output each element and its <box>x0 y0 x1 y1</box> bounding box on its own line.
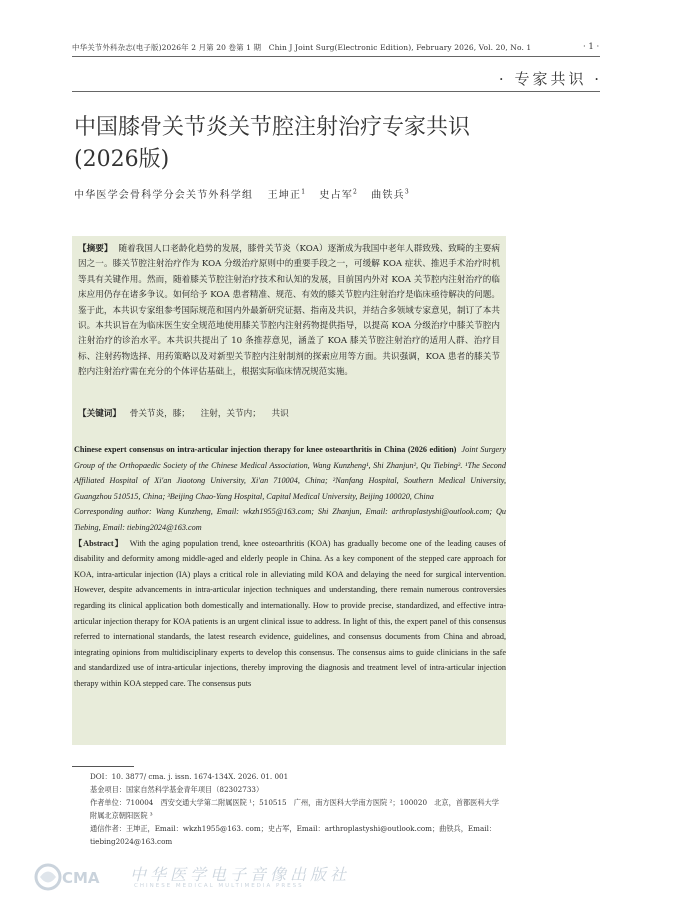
keyword: 共识 <box>271 409 289 419</box>
author-line <box>74 186 409 201</box>
header-rule <box>72 56 600 57</box>
article-title: 中国膝骨关节炎关节腔注射治疗专家共识(2026版) <box>74 115 471 172</box>
english-abstract-text: With the aging population trend, knee osteoarthritis (KOA) has gradually become one of the leading causes of disability and deformity among middle-aged and elderly people in China. As a key component of the stepped care approach for KOA, intra-articular injection (IA) plays a critical role in alleviating mild KOA and delaying the need for surgical intervention. However, despite advancements in intra-articular injection techniques and understanding, there remain numerous controversies regarding its clinical application both domestically and internationally. How to provide precise, standardized, and effective intra-articular injection therapy for KOA patients is an urgent clinical issue to address. In light of this, the expert panel of this consensus referred to international standards, the latest research evidence, guidelines, and consensus documents from China and abroad, integrating opinions from multidisciplinary experts to develop this consensus. The consensus aims to guide clinicians in the safe and standardized use of intra-articular injections, thereby improving the diagnosis and treatment level of intra-articular injection therapy within KOA stepped care. The consensus puts <box>74 538 507 688</box>
keywords-label: 【关键词】 <box>78 409 121 419</box>
abstract-text: 随着我国人口老龄化趋势的发展，膝骨关节炎（KOA）逐渐成为我国中老年人群致残、致畸的主要病因之一。膝关节腔注射治疗作为 KOA 分级治疗原则中的重要手段之一，可缓解 KOA 症状、推迟手术治疗时机等具有关键作用。然而，随着膝关节腔注射治疗技术和认知的发展，目前国内外对 KOA 关节腔内注射治疗的临床应用仍存在诸多争议。如何给予 KOA 患者精准、规范、有效的膝关节腔内注射治疗是临床亟待解决的问题。鉴于此，本共识专家组参考国际规范和国内外最新研究证据、指南及共识，并结合多领域专家意见，制订了本共识。本共识旨在为临床医生安全规范地使用膝关节腔内注射药物提供指导，以提高 KOA 分级治疗中膝关节腔内注射治疗的诊治水平。本共识共提出了 10 条推荐意见，涵盖了 KOA 膝关节腔注射治疗的适用人群、治疗目标、注射药物选择、用药策略以及对新型关节腔内注射制剂的探索应用等方面。共识强调，KOA 患者的膝关节腔内注射治疗需在充分的个体评估基础上，根据实际临床情况规范实施。 <box>78 244 500 378</box>
author-sup: 2 <box>353 188 357 196</box>
keyword: 注射，关节内； <box>200 409 261 419</box>
page-number: · 1 · <box>583 42 600 52</box>
cma-logo-text: CMA <box>62 869 100 887</box>
author-group: 中华医学会骨科学分会关节外科学组 <box>74 190 254 201</box>
section-rule <box>72 91 600 92</box>
watermark-english: CHINESE MEDICAL MULTIMEDIA PRESS <box>134 883 304 889</box>
running-head: 中华关节外科杂志(电子版)2026年 2 月第 20 卷第 1 期 Chin J Joint Surg(Electronic Edition), February 2026, Vol. 20, No. 1 <box>72 43 532 52</box>
english-title: Chinese expert consensus on intra-articular injection therapy for knee osteoarthritis in China (2026 edition) <box>74 445 457 454</box>
chinese-keywords <box>78 407 500 422</box>
watermark-chinese: 中华医学电子音像出版社 <box>130 865 351 884</box>
publisher-watermark <box>34 860 351 896</box>
abstract-label: 【摘要】 <box>78 244 113 254</box>
section-label: · 专家共识 · <box>498 70 602 88</box>
footnote-doi: DOI：10. 3877/ cma. j. issn. 1674-134X. 2026. 01. 001 <box>90 772 289 781</box>
footnote-corresponding: 通信作者：王坤正，Email：wkzh1955@163. com；史占军，Email：arthroplastyshi@outlook.com；曲铁兵，Email：tiebing2024@163.com <box>90 824 497 846</box>
keyword: 骨关节炎，膝； <box>129 409 190 419</box>
author-name: 曲铁兵 <box>371 190 405 201</box>
author-name: 史占军 <box>319 190 354 201</box>
english-abstract-block <box>74 442 506 692</box>
author-sup: 1 <box>301 188 306 196</box>
footnote-units: 作者单位：710004 西安交通大学第二附属医院 ¹；510515 广州，南方医科大学南方医院 ²；100020 北京，首都医科大学附属北京朝阳医院 ³ <box>90 798 499 820</box>
english-affiliation: Joint Surgery Group of the Orthopaedic Society of the Chinese Medical Association, Wang Kunzheng¹, Shi Zhanjun², Qu Tiebing³. ¹The Second Affiliated Hospital of Xi'an Jiaotong University, Xi'an 710004, China; ²Nanfang Hospital, Southern Medical University, Guangzhou 510515, China; ³Beijing Chao-Yang Hospital, Capital Medical University, Beijing 100020, China <box>74 445 507 501</box>
author-sup: 3 <box>404 188 409 196</box>
english-abstract-label: 【Abstract】 <box>74 538 124 548</box>
footnote-fund: 基金项目：国家自然科学基金青年项目（82302733） <box>90 785 264 794</box>
english-corresponding: Corresponding author: Wang Kunzheng, Email: wkzh1955@163.com; Shi Zhanjun, Email: arthroplastyshi@outlook.com; Qu Tiebing, Email: tiebing2024@163.com <box>74 507 506 532</box>
chinese-abstract <box>78 242 500 381</box>
footnotes <box>72 770 506 848</box>
cma-logo-icon <box>34 862 110 892</box>
footnote-rule <box>72 766 134 767</box>
author-name: 王坤正 <box>267 190 302 201</box>
